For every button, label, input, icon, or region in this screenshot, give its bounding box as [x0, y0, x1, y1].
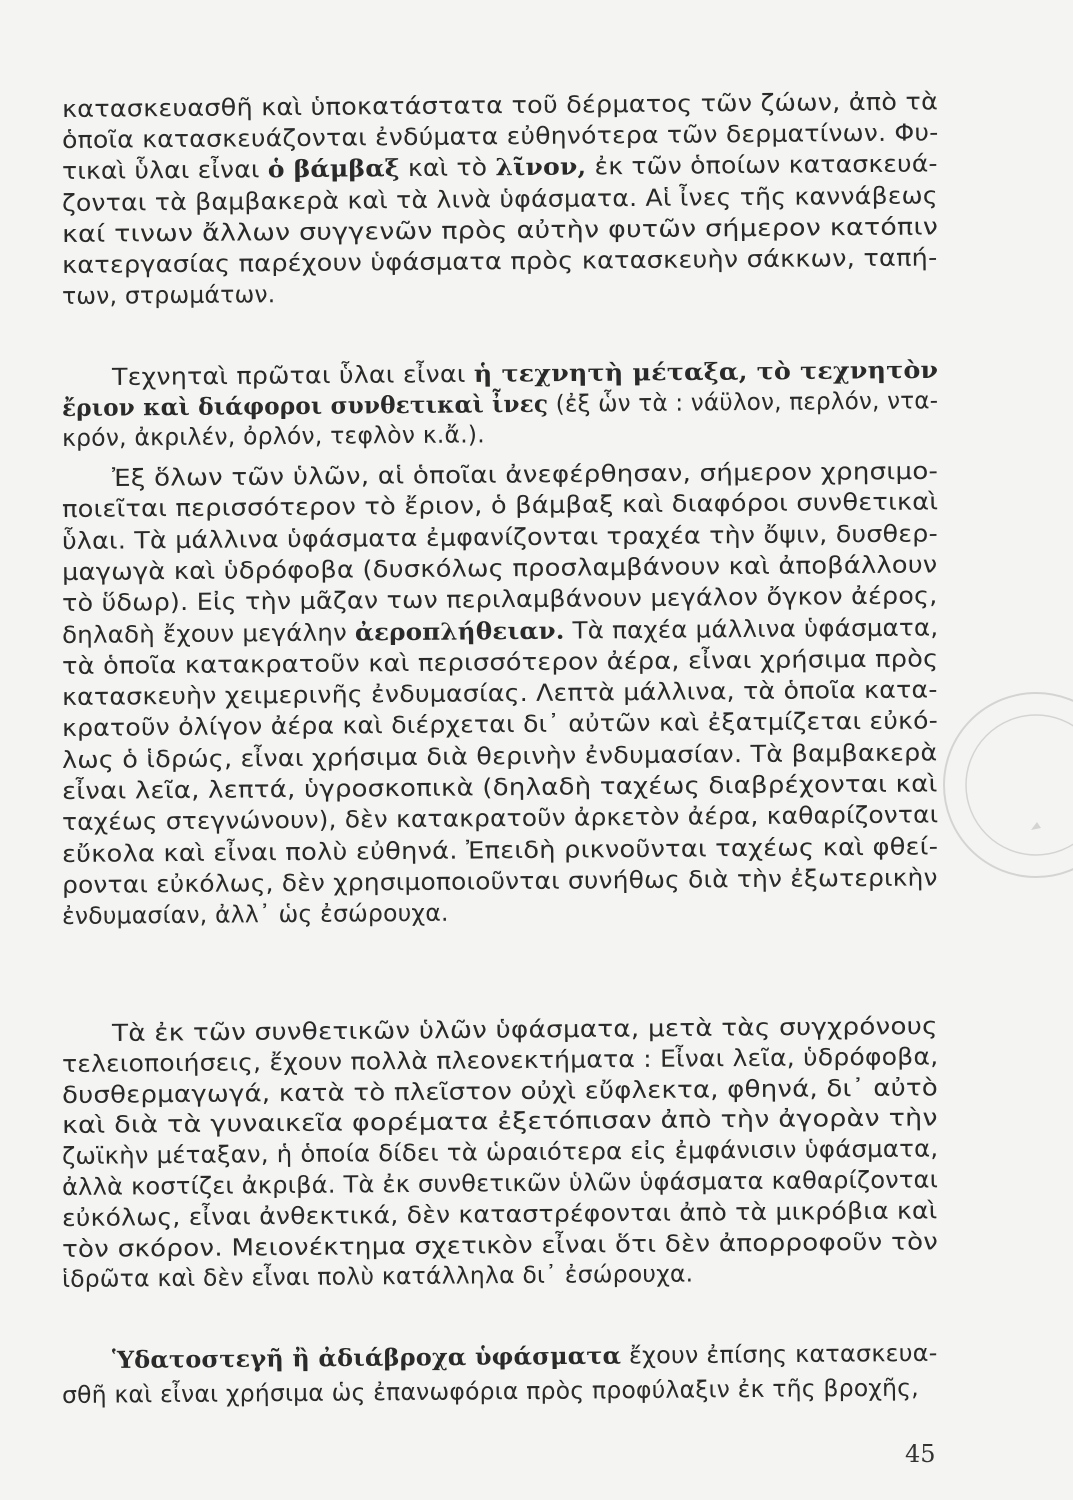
- bold-term: Ὑδατοστεγῆ ἢ ἀδιάβροχα ὑφάσματα: [111, 1341, 622, 1374]
- text-run: ἱδρῶτα καὶ δὲν εἶναι πολὺ κατάλληλα δι᾿ ἐσώρουχα.: [61, 1259, 694, 1294]
- text-run: κρατοῦν ὀλίγον ἀέρα καὶ διέρχεται δι᾿ αὐτῶν καὶ ἐξατμίζεται εὐκό-: [61, 706, 939, 743]
- text-run: ὗλαι. Τὰ μάλλινα ὑφάσματα ἐμφανίζονται τραχέα τὴν ὄψιν, δυσθερ-: [61, 518, 938, 555]
- text-run: Τεχνηταὶ πρῶται ὗλαι εἶναι: [111, 359, 474, 391]
- text-run: ζονται τὰ βαμβακερὰ καὶ τὰ λινὰ ὑφάσματα. Αἱ ἶνες τῆς καννάβεως: [61, 180, 938, 217]
- text-run: λως ὁ ἱδρώς, εἶναι χρήσιμα διὰ θερινὴν ἐνδυμασίαν. Τὰ βαμβακερὰ: [61, 738, 938, 774]
- text-run: καὶ τὸ: [399, 153, 496, 183]
- text-run: των, στρωμάτων.: [61, 280, 276, 311]
- bold-term: ἡ τεχνητὴ μέταξα, τὸ τεχνητὸν: [473, 355, 939, 388]
- text-run: κρόν, ἀκριλέν, ὀρλόν, τεφλὸν κ.ἄ.).: [61, 420, 486, 452]
- text-run: ἔχουν ἐπίσης κατασκευα-: [621, 1338, 938, 1370]
- text-line: [62, 279, 276, 311]
- bold-term: ἔριον καὶ διάφοροι συνθετικαὶ ἶνες: [61, 389, 549, 422]
- bold-term: ὁ βάμβαξ: [267, 154, 400, 184]
- text-line: [62, 242, 938, 280]
- text-run: τικαὶ ὗλαι εἶναι: [61, 155, 268, 186]
- text-run: Ἐξ ὅλων τῶν ὑλῶν, αἱ ὁποῖαι ἀνεφέρθησαν, σήμερον χρησιμο-: [111, 456, 939, 492]
- library-stamp: [936, 680, 1073, 890]
- page-number: 45: [905, 1440, 936, 1468]
- text-line: [62, 1259, 694, 1295]
- text-run: ρονται εὐκόλως, δὲν χρησιμοποιοῦνται συνήθως διὰ τὴν ἐξωτερικὴν: [61, 863, 938, 899]
- text-run: ἐνδυμασίαν, ἀλλ᾿ ὡς ἐσώρουχα.: [61, 898, 449, 931]
- text-run: ποιεῖται περισσότερον τὸ ἔριον, ὁ βάμβαξ καὶ διαφόροι συνθετικαὶ: [61, 487, 939, 524]
- text-run: δηλαδὴ ἔχουν μεγάλην: [61, 617, 356, 649]
- text-run: (ἐξ ὧν τὰ : νάϋλον, περλόν, ντα-: [548, 385, 939, 418]
- text-run: τὰ ὁποῖα κατακρατοῦν καὶ περισσότερον ἀέρα, εἶναι χρήσιμα πρὸς: [61, 644, 939, 680]
- text-run: ταχέως στεγνώνουν), δὲν κατακρατοῦν ἀρκετὸν ἀέρα, καθαρίζονται: [61, 800, 939, 837]
- text-run: εὔκολα καὶ εἶναι πολὺ εὐθηνά. Ἐπειδὴ ρικνοῦνται ταχέως καὶ φθεί-: [61, 831, 939, 868]
- text-run: τὸν σκόρον. Μειονέκτημα σχετικὸν εἶναι ὅτι δὲν ἀπορροφοῦν τὸν: [61, 1226, 939, 1263]
- text-run: κατεργασίας παρέχουν ὑφάσματα πρὸς κατασκευὴν σάκκων, ταπή-: [61, 243, 938, 279]
- text-line: [62, 862, 938, 900]
- text-run: σθῆ καὶ εἶναι χρήσιμα ὡς ἐπανωφόρια πρὸς προφύλαξιν ἐκ τῆς βροχῆς,: [61, 1373, 919, 1409]
- text-run: καί τινων ἄλλων συγγενῶν πρὸς αὐτὴν φυτῶν σήμερον κατόπιν: [61, 212, 939, 248]
- text-run: κατασκευασθῆ καὶ ὑποκατάστατα τοῦ δέρματος τῶν ζώων, ἀπὸ τὰ: [61, 87, 939, 123]
- text-line: [112, 1338, 938, 1375]
- text-run: κατασκευὴν χειμερινῆς ἐνδυμασίας. Λεπτὰ μάλλινα, τὰ ὁποῖα κατα-: [61, 675, 938, 712]
- bold-term: λῖνον,: [495, 152, 587, 182]
- text-run: δυσθερμαγωγά, κατὰ τὸ πλεῖστον οὐχὶ εὔφλεκτα, φθηνά, δι᾿ αὐτὸ: [61, 1072, 939, 1109]
- text-run: Τὰ παχέα μάλλινα ὑφάσματα,: [564, 612, 939, 645]
- text-run: εἶναι λεῖα, λεπτά, ὑγροσκοπικὰ (δηλαδὴ ταχέως διαβρέχονται καὶ: [61, 769, 938, 805]
- text-run: μαγωγὰ καὶ ὑδρόφοβα (δυσκόλως προσλαμβάνουν καὶ ἀποβάλλουν: [61, 550, 938, 586]
- bold-term: ἀεροπλήθειαν.: [354, 616, 565, 646]
- text-run: ζωϊκὴν μέταξαν, ἡ ὁποία δίδει τὰ ὡραιότερα εἰς ἐμφάνισιν ὑφάσματα,: [61, 1134, 939, 1171]
- text-run: ἀλλὰ κοστίζει ἀκριβά. Τὰ ἐκ συνθετικῶν ὑλῶν ὑφάσματα καθαρίζονται: [61, 1165, 939, 1201]
- text-run: καὶ διὰ τὰ γυναικεῖα φορέματα ἐξετόπισαν ἀπὸ τὴν ἀγορὰν τὴν: [61, 1103, 938, 1140]
- text-line: [62, 898, 449, 931]
- text-run: εὐκόλως, εἶναι ἀνθεκτικά, δὲν καταστρέφονται ἀπὸ τὰ μικρόβια καὶ: [61, 1196, 938, 1232]
- text-line: [62, 419, 485, 453]
- text-run: ἐκ τῶν ὁποίων κατασκευά-: [586, 149, 938, 181]
- text-run: τελειοποιήσεις, ἔχουν πολλὰ πλεονεκτήματα : Εἶναι λεῖα, ὑδρόφοβα,: [61, 1042, 939, 1078]
- text-line: [62, 1373, 919, 1410]
- text-run: ὁποῖα κατασκευάζονται ἐνδύματα εὐθηνότερα τῶν δερματίνων. Φυ-: [61, 118, 939, 155]
- text-run: τὸ ὕδωρ). Εἰς τὴν μᾶζαν των περιλαμβάνουν μεγάλον ὄγκον ἀέρος,: [61, 581, 938, 618]
- text-run: Τὰ ἐκ τῶν συνθετικῶν ὑλῶν ὑφάσματα, μετὰ τὰς συγχρόνους: [111, 1011, 938, 1047]
